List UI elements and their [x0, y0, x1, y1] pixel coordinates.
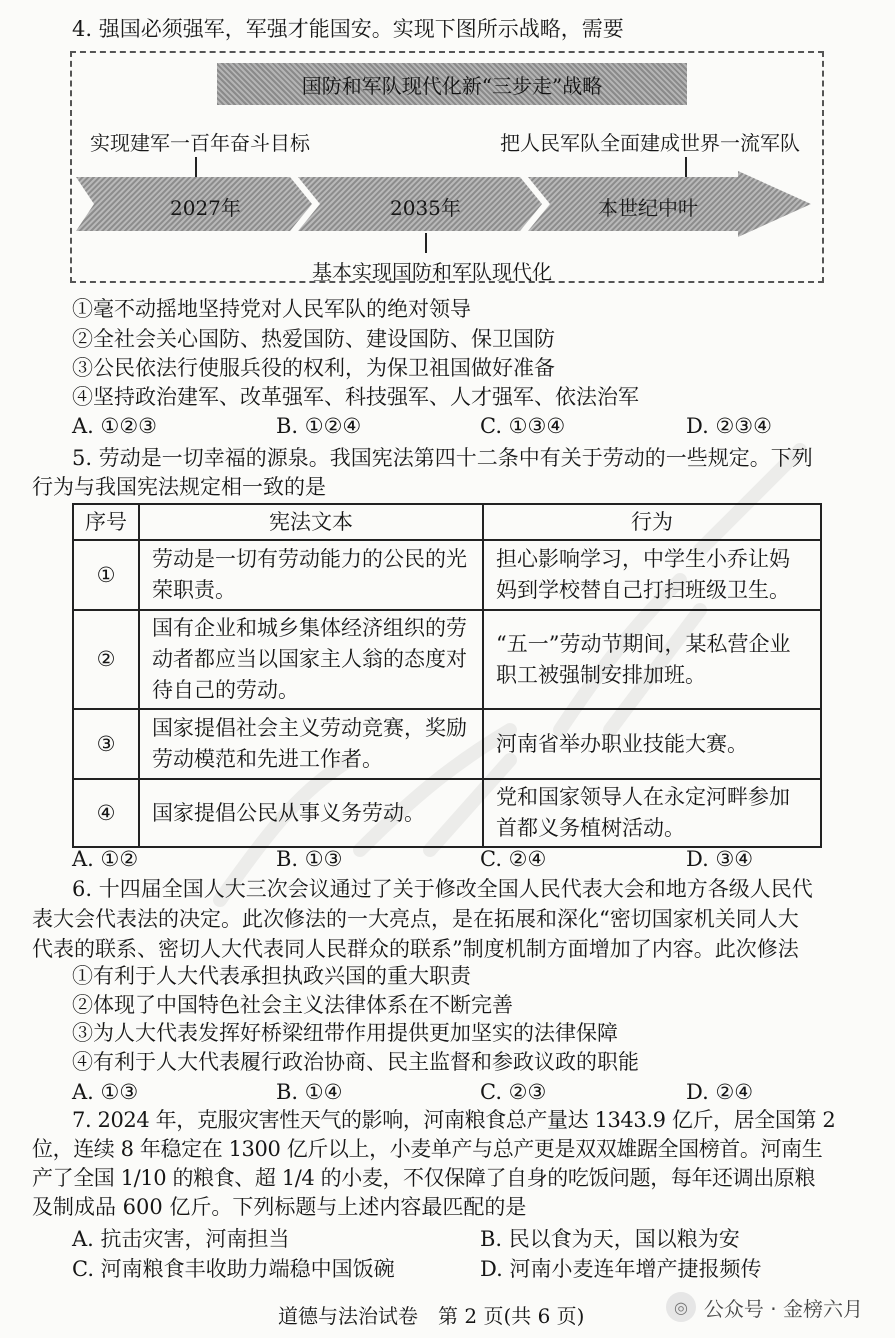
row-action: 担心影响学习，中学生小乔让妈妈到学校替自己打扫班级卫生。	[483, 540, 821, 610]
stage-2035: 2035年	[390, 196, 461, 220]
q4-item-4: ④坚持政治建军、改革强军、科技强军、人才强军、依法治军	[72, 385, 639, 409]
watermark-text: 公众号 · 金榜六月	[703, 1296, 863, 1321]
strategy-figure	[70, 51, 824, 283]
table-row	[73, 709, 821, 779]
figure-banner: 国防和军队现代化新“三步走”战略	[217, 63, 687, 105]
q6-option-d: D. ②④	[686, 1080, 754, 1104]
label-2027-goal: 实现建军一百年奋斗目标	[90, 131, 310, 155]
q6-option-c: C. ②③	[480, 1080, 547, 1104]
q6-item-1: ①有利于人大代表承担执政兴国的重大职责	[72, 964, 471, 988]
q5-stem-line-1: 5. 劳动是一切幸福的源泉。我国宪法第四十二条中有关于劳动的一些规定。下列	[72, 446, 813, 470]
header-action: 行为	[483, 504, 821, 540]
label-midcentury-goal: 把人民军队全面建成世界一流军队	[500, 131, 800, 155]
q7-stem-line-3: 产了全国 1/10 的粮食、超 1/4 的小麦，不仅保障了自身的吃饭问题，每年还调出原粮	[32, 1166, 816, 1190]
table-row	[73, 779, 821, 847]
row-text: 国有企业和城乡集体经济组织的劳动者都应当以国家主人翁的态度对待自己的劳动。	[139, 610, 483, 709]
row-text: 国家提倡社会主义劳动竞赛，奖励劳动模范和先进工作者。	[139, 709, 483, 779]
q6-option-b: B. ①④	[276, 1080, 343, 1104]
q5-option-c: C. ②④	[480, 847, 547, 871]
row-action: “五一”劳动节期间，某私营企业职工被强制安排加班。	[483, 610, 821, 709]
q7-stem-line-4: 及制成品 600 亿斤。下列标题与上述内容最匹配的是	[32, 1195, 527, 1219]
q4-option-c: C. ①③④	[480, 414, 566, 438]
tick-2035	[425, 233, 427, 253]
table-header-row	[73, 504, 821, 540]
q6-stem-line-2: 表大会代表法的决定。此次修法的一大亮点，是在拓展和深化“密切国家机关同人大	[32, 907, 799, 931]
q7-option-b: B. 民以食为天，国以粮为安	[480, 1227, 740, 1251]
q5-stem-line-2: 行为与我国宪法规定相一致的是	[32, 475, 326, 499]
row-number: ①	[73, 540, 139, 610]
q6-item-3: ③为人大代表发挥好桥梁纽带作用提供更加坚实的法律保障	[72, 1021, 618, 1045]
header-number: 序号	[73, 504, 139, 540]
q4-option-d: D. ②③④	[686, 414, 772, 438]
q7-option-c: C. 河南粮食丰收助力端稳中国饭碗	[72, 1257, 395, 1281]
label-2035-goal: 基本实现国防和军队现代化	[312, 260, 552, 284]
wechat-icon: ◎	[666, 1292, 696, 1322]
row-action: 党和国家领导人在永定河畔参加首都义务植树活动。	[483, 779, 821, 847]
q7-option-d: D. 河南小麦连年增产捷报频传	[480, 1257, 762, 1281]
q6-stem-line-1: 6. 十四届全国人大三次会议通过了关于修改全国人民代表大会和地方各级人民代	[72, 877, 813, 901]
q7-stem-line-1: 7. 2024 年，克服灾害性天气的影响，河南粮食总产量达 1343.9 亿斤，居全国第 2	[72, 1108, 836, 1132]
q6-stem-line-3: 代表的联系、密切人大代表同人民群众的联系”制度机制方面增加了内容。此次修法	[32, 937, 799, 961]
row-number: ③	[73, 709, 139, 779]
q7-option-a: A. 抗击灾害，河南担当	[72, 1227, 290, 1251]
q4-option-a: A. ①②③	[72, 414, 157, 438]
header-text: 宪法文本	[139, 504, 483, 540]
q4-stem: 4. 强国必须强军，军强才能国安。实现下图所示战略，需要	[72, 17, 624, 41]
q7-stem-line-2: 位，连续 8 年稳定在 1300 亿斤以上，小麦单产与总产更是双双雄踞全国榜首。河南生	[32, 1137, 823, 1161]
q6-item-4: ④有利于人大代表履行政治协商、民主监督和参政议政的职能	[72, 1050, 639, 1074]
q4-option-b: B. ①②④	[276, 414, 362, 438]
q6-option-a: A. ①③	[72, 1080, 139, 1104]
row-number: ④	[73, 779, 139, 847]
q5-option-b: B. ①③	[276, 847, 343, 871]
table-row	[73, 610, 821, 709]
row-text: 劳动是一切有劳动能力的公民的光荣职责。	[139, 540, 483, 610]
stage-midcentury: 本世纪中叶	[598, 196, 698, 220]
row-text: 国家提倡公民从事义务劳动。	[139, 779, 483, 847]
q4-item-1: ①毫不动摇地坚持党对人民军队的绝对领导	[72, 297, 471, 321]
q4-item-3: ③公民依法行使服兵役的权利，为保卫祖国做好准备	[72, 356, 555, 380]
stage-2027: 2027年	[170, 196, 241, 220]
q4-item-2: ②全社会关心国防、热爱国防、建设国防、保卫国防	[72, 327, 555, 351]
row-number: ②	[73, 610, 139, 709]
row-action: 河南省举办职业技能大赛。	[483, 709, 821, 779]
q5-option-d: D. ③④	[686, 847, 754, 871]
page-footer: 道德与法治试卷 第 2 页(共 6 页)	[278, 1304, 585, 1328]
constitution-table	[72, 503, 822, 848]
q5-option-a: A. ①②	[72, 847, 139, 871]
table-row	[73, 540, 821, 610]
watermark-badge	[666, 1292, 863, 1322]
q6-item-2: ②体现了中国特色社会主义法律体系在不断完善	[72, 993, 513, 1017]
